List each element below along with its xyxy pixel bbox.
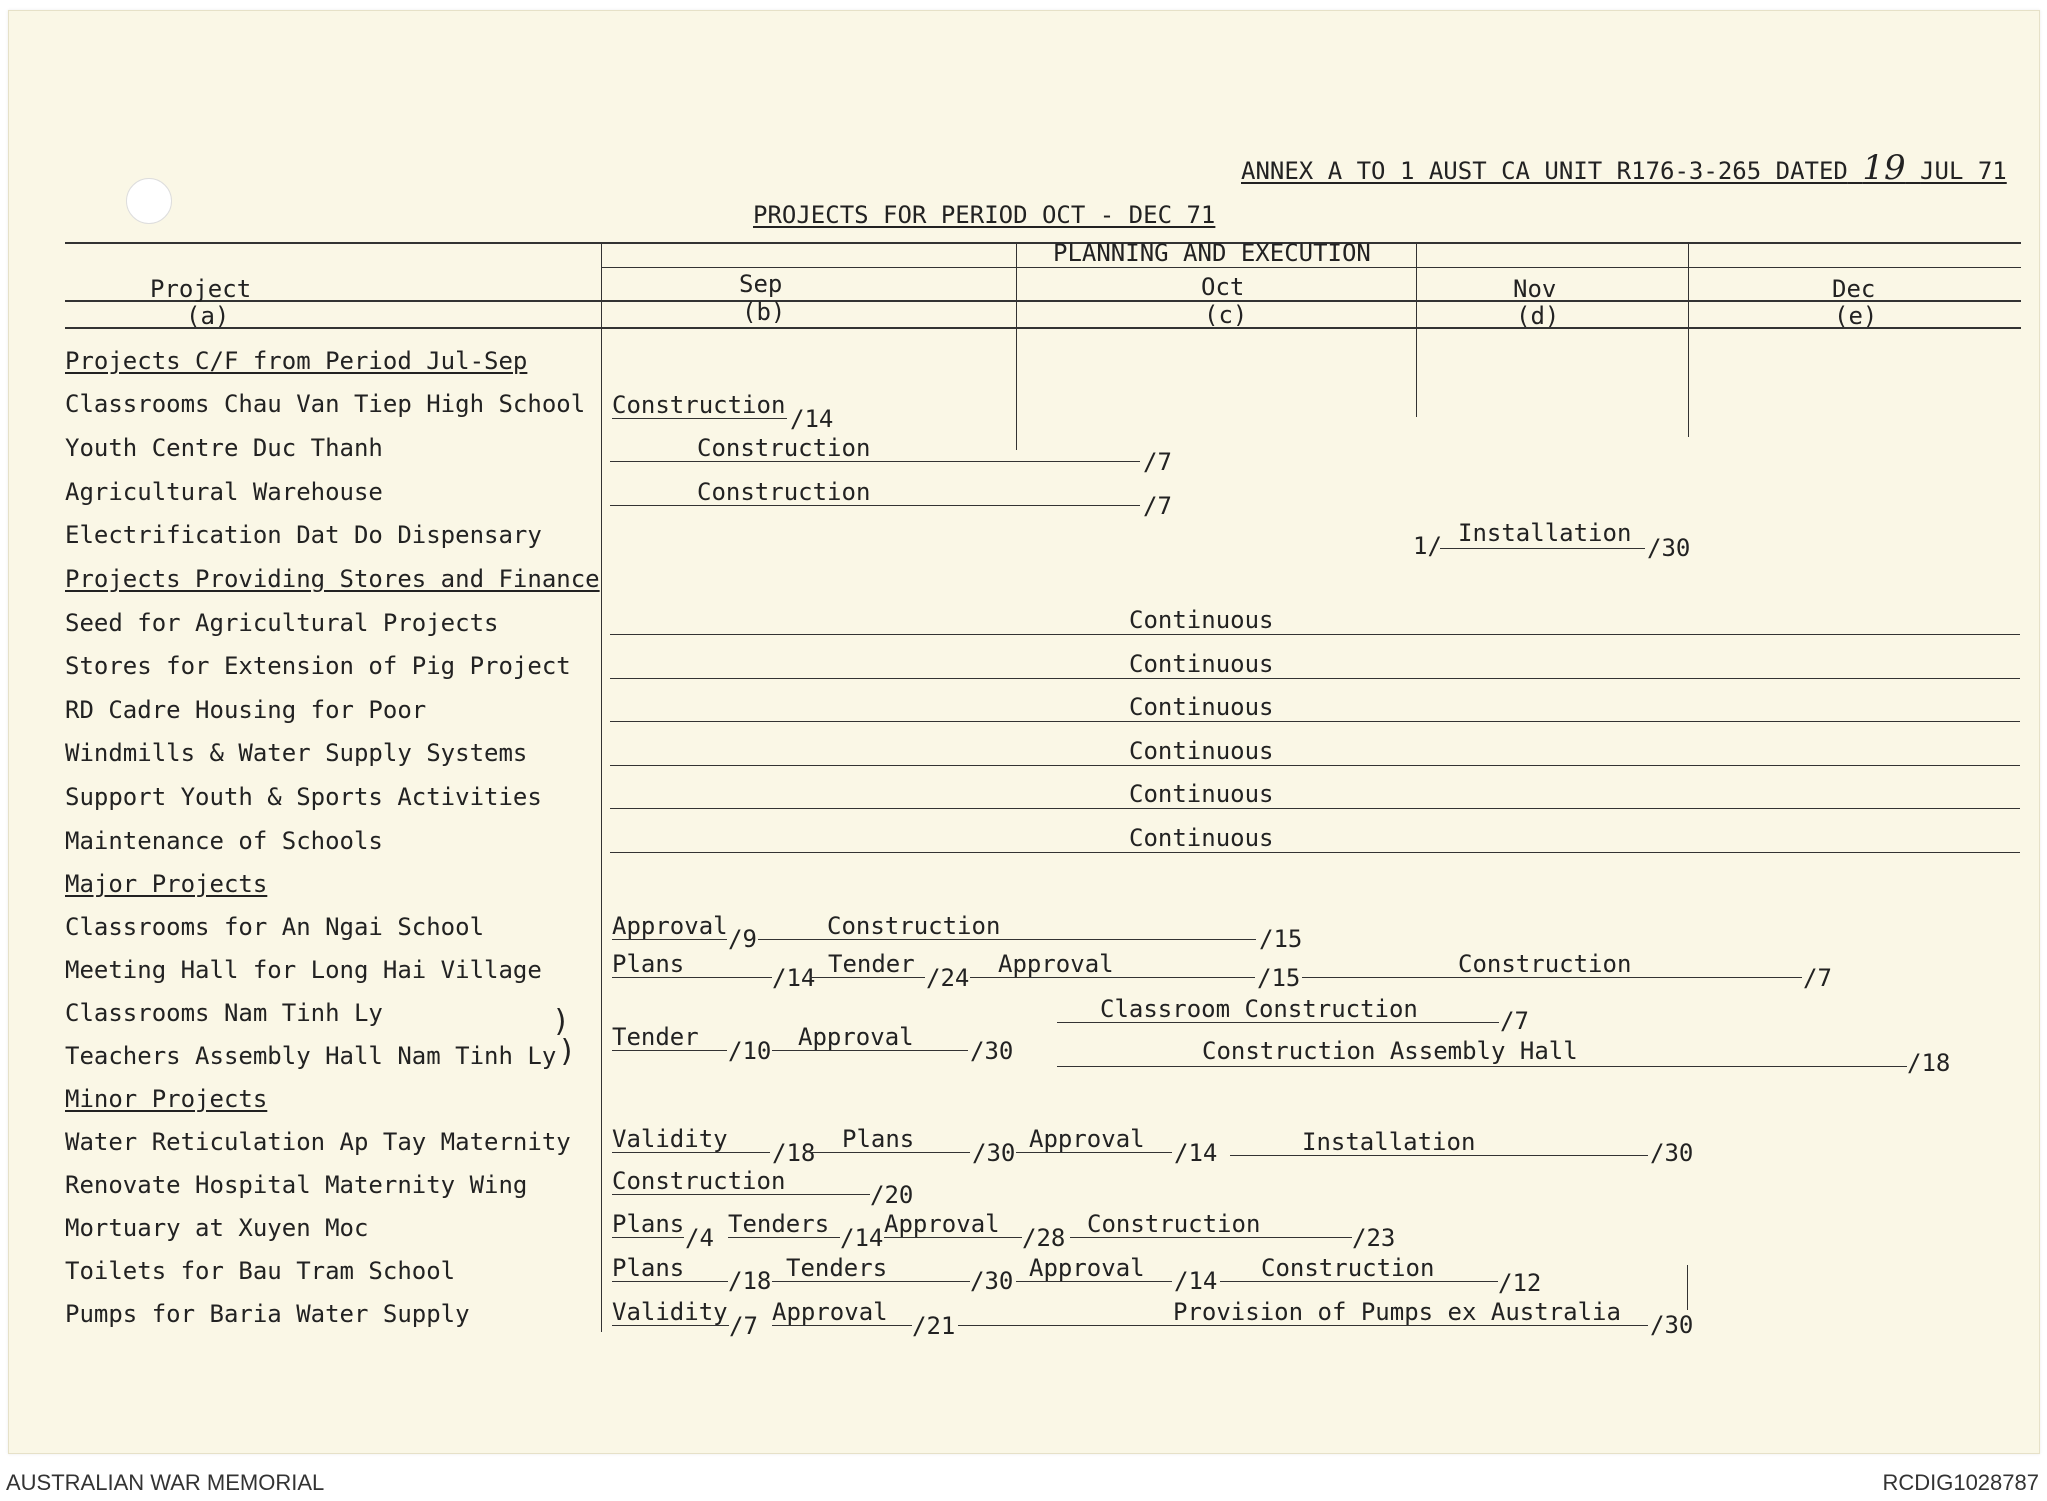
gantt-date-mark: /30 <box>970 1267 1014 1295</box>
gantt-date-mark: /23 <box>1352 1224 1396 1252</box>
project-column-code: (a) <box>186 302 230 330</box>
gantt-bar <box>610 808 2020 809</box>
gantt-date-mark: /14 <box>772 964 816 992</box>
gantt-date-mark: /15 <box>1259 925 1303 953</box>
gantt-label: Validity <box>612 1125 728 1153</box>
project-column-divider <box>601 242 602 1332</box>
gantt-label: Construction <box>697 434 871 462</box>
gantt-bar <box>610 634 2020 635</box>
header-bottom-rule <box>65 327 2021 329</box>
sep-column-header: Sep <box>739 270 783 298</box>
planning-rule <box>601 267 2021 268</box>
nov-dec-divider <box>1688 242 1689 437</box>
nov-column-header: Nov <box>1513 275 1557 303</box>
gantt-label: Continuous <box>1129 780 1274 808</box>
sep-oct-divider <box>1016 242 1017 450</box>
project-row-label: Maintenance of Schools <box>65 827 383 855</box>
gantt-date-mark: /14 <box>840 1224 884 1252</box>
header-mid-rule <box>65 300 2021 302</box>
gantt-label: Construction <box>827 912 1001 940</box>
gantt-label: Approval <box>798 1023 914 1051</box>
gantt-date-mark: /18 <box>772 1139 816 1167</box>
gantt-bar <box>610 852 2020 853</box>
gantt-label: Tenders <box>728 1210 830 1238</box>
project-row-label: Agricultural Warehouse <box>65 478 383 506</box>
project-row-label: Stores for Extension of Pig Project <box>65 652 571 680</box>
annex-prefix: ANNEX A TO 1 AUST CA UNIT R176-3-265 DATED <box>1241 157 1848 185</box>
oct-column-code: (c) <box>1204 301 1248 329</box>
gantt-label: Construction <box>612 391 786 419</box>
gantt-date-mark: /7 <box>1143 448 1172 476</box>
annex-reference <box>1241 148 2007 188</box>
gantt-label: Provision of Pumps ex Australia <box>1173 1298 1621 1326</box>
gantt-date-mark: /30 <box>1650 1311 1694 1339</box>
gantt-label: Plans <box>612 1210 685 1238</box>
section-carried-forward: Projects C/F from Period Jul-Sep <box>65 347 528 375</box>
nov-column-code: (d) <box>1516 302 1560 330</box>
dec-column-header: Dec <box>1832 275 1876 303</box>
handwritten-date-day: 19 <box>1862 148 1906 188</box>
gantt-label: Continuous <box>1129 824 1274 852</box>
gantt-bar <box>1440 548 1645 549</box>
table-top-rule <box>65 242 2021 244</box>
gantt-bar <box>610 505 1140 506</box>
project-row-label: Teachers Assembly Hall Nam Tinh Ly <box>65 1042 557 1070</box>
gantt-label: Continuous <box>1129 693 1274 721</box>
gantt-date-mark: /24 <box>926 964 970 992</box>
gantt-label: Construction Assembly Hall <box>1202 1037 1578 1065</box>
dec-column-code: (e) <box>1834 302 1878 330</box>
gantt-bar <box>610 721 2020 722</box>
gantt-bar <box>610 461 1140 462</box>
gantt-label: Continuous <box>1129 650 1274 678</box>
gantt-date-mark: /18 <box>1907 1049 1951 1077</box>
gantt-label: Plans <box>612 1254 685 1282</box>
gantt-label: Construction <box>697 478 871 506</box>
gantt-label: Approval <box>1029 1254 1145 1282</box>
project-row-label: Support Youth & Sports Activities <box>65 783 542 811</box>
project-row-label: Water Reticulation Ap Tay Maternity <box>65 1128 571 1156</box>
project-row-label: Classrooms for An Ngai School <box>65 913 485 941</box>
project-row-label: Classrooms Chau Van Tiep High School <box>65 390 586 418</box>
gantt-label: Approval <box>612 912 728 940</box>
gantt-date-mark: /18 <box>728 1267 772 1295</box>
section-stores-finance: Projects Providing Stores and Finance <box>65 565 600 593</box>
gantt-date-mark: /12 <box>1498 1269 1542 1297</box>
gantt-date-mark: /14 <box>1174 1139 1218 1167</box>
gantt-date-mark: /7 <box>729 1312 758 1340</box>
project-row-label: Meeting Hall for Long Hai Village <box>65 956 542 984</box>
gantt-label: Construction <box>1261 1254 1435 1282</box>
gantt-bar <box>610 678 2020 679</box>
gantt-date-mark: /30 <box>1650 1139 1694 1167</box>
gantt-label: Plans <box>842 1125 915 1153</box>
project-row-label: Classrooms Nam Tinh Ly <box>65 999 383 1027</box>
gantt-date-mark: /4 <box>685 1224 714 1252</box>
pump-end-marker <box>1687 1265 1688 1310</box>
project-row-label: Seed for Agricultural Projects <box>65 609 499 637</box>
gantt-date-mark: /20 <box>870 1181 914 1209</box>
gantt-label: Construction <box>612 1167 786 1195</box>
oct-column-header: Oct <box>1201 273 1245 301</box>
gantt-date-mark: /21 <box>912 1312 956 1340</box>
project-column-header: Project <box>150 275 252 303</box>
oct-nov-divider <box>1416 242 1417 417</box>
project-row-label: Windmills & Water Supply Systems <box>65 739 528 767</box>
gantt-label: Continuous <box>1129 606 1274 634</box>
gantt-label: Approval <box>772 1298 888 1326</box>
gantt-date-mark: /30 <box>970 1037 1014 1065</box>
gantt-label: Approval <box>998 950 1114 978</box>
footer-record-id: RCDIG1028787 <box>1882 1470 2039 1495</box>
project-row-label: Renovate Hospital Maternity Wing <box>65 1171 528 1199</box>
gantt-date-mark: /7 <box>1500 1007 1529 1035</box>
gantt-label: Installation <box>1458 519 1632 547</box>
project-row-label: Youth Centre Duc Thanh <box>65 434 383 462</box>
project-row-label: Electrification Dat Do Dispensary <box>65 521 542 549</box>
project-row-label: Pumps for Baria Water Supply <box>65 1300 470 1328</box>
gantt-label: Tender <box>828 950 915 978</box>
project-row-label: Mortuary at Xuyen Moc <box>65 1214 369 1242</box>
gantt-date-mark: /30 <box>1647 534 1691 562</box>
punch-hole <box>126 178 172 224</box>
page-title: PROJECTS FOR PERIOD OCT - DEC 71 <box>753 201 1216 229</box>
gantt-date-mark: 1/ <box>1413 532 1442 560</box>
gantt-label: Construction <box>1087 1210 1261 1238</box>
project-row-label: RD Cadre Housing for Poor <box>65 696 427 724</box>
gantt-label: Tender <box>612 1023 699 1051</box>
gantt-date-mark: /10 <box>728 1037 772 1065</box>
sep-column-code: (b) <box>742 298 786 326</box>
gantt-bar <box>1057 1066 1907 1067</box>
gantt-date-mark: /7 <box>1803 964 1832 992</box>
gantt-date-mark: /30 <box>972 1139 1016 1167</box>
gantt-date-mark: /9 <box>728 925 757 953</box>
gantt-date-mark: /15 <box>1257 964 1301 992</box>
gantt-label: Tenders <box>786 1254 888 1282</box>
bracket-bottom: ) <box>558 1034 577 1069</box>
gantt-date-mark: /14 <box>1174 1267 1218 1295</box>
gantt-label: Validity <box>612 1298 728 1326</box>
gantt-date-mark: /14 <box>790 405 834 433</box>
gantt-label: Plans <box>612 950 685 978</box>
gantt-label: Approval <box>884 1210 1000 1238</box>
gantt-bar <box>610 765 2020 766</box>
bracket-top: ) <box>552 1004 571 1039</box>
section-minor-projects: Minor Projects <box>65 1085 268 1113</box>
gantt-label: Continuous <box>1129 737 1274 765</box>
gantt-label: Installation <box>1302 1128 1476 1156</box>
gantt-date-mark: /28 <box>1022 1224 1066 1252</box>
section-major-projects: Major Projects <box>65 870 268 898</box>
gantt-label: Classroom Construction <box>1100 995 1418 1023</box>
planning-execution-header: PLANNING AND EXECUTION <box>1053 239 1371 267</box>
gantt-label: Construction <box>1458 950 1632 978</box>
project-row-label: Toilets for Bau Tram School <box>65 1257 456 1285</box>
annex-date-rest: JUL 71 <box>1920 157 2007 185</box>
gantt-date-mark: /7 <box>1143 492 1172 520</box>
gantt-label: Approval <box>1029 1125 1145 1153</box>
footer-archive-name: AUSTRALIAN WAR MEMORIAL <box>6 1470 325 1495</box>
